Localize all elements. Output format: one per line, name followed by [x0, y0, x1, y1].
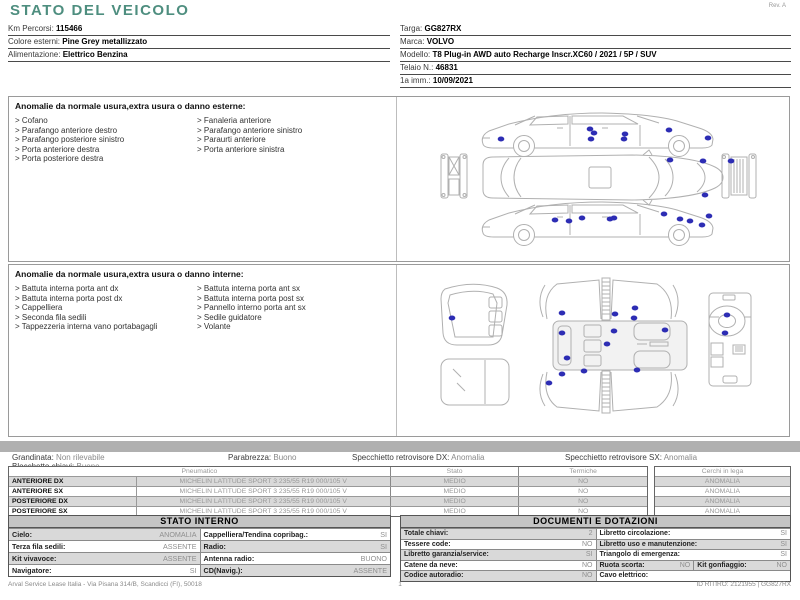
- page-title: STATO DEL VEICOLO: [10, 2, 190, 19]
- info-row-telaio: [400, 62, 791, 75]
- field-libretto-uso: Libretto uso e manutenzione: SI: [596, 540, 791, 550]
- table-row: [401, 549, 790, 560]
- field-codice-autoradio: Codice autoradio: NO: [401, 571, 596, 581]
- info-value: T8 Plug-in AWD auto Recharge Inscr.XC60 / 2021 / 5P / SUV: [432, 50, 657, 59]
- footer-id-ritiro: ID RITIRO: 2121955 | GG827RX: [696, 581, 791, 588]
- col-header-termiche: Termiche: [518, 467, 647, 476]
- car-top-view: [483, 150, 723, 205]
- table-title: DOCUMENTI E DOTAZIONI: [401, 516, 790, 528]
- vehicle-info-left: [8, 23, 390, 62]
- info-value: GG827RX: [424, 24, 462, 33]
- anomaly-item: > Paraurti anteriore: [197, 135, 390, 145]
- table-row: [9, 552, 390, 564]
- cerchi-value: ANOMALIA: [655, 506, 790, 516]
- field-radio: Radio: SI: [200, 541, 391, 552]
- table-row: [9, 528, 390, 540]
- field-libretto-circolazione: Libretto circolazione: SI: [596, 529, 791, 539]
- trunk-closed-view: [441, 359, 509, 405]
- info-row-targa: [400, 23, 791, 36]
- anomaly-item: > Parafango anteriore sinistro: [197, 126, 390, 136]
- info-label: Km Percorsi:: [8, 24, 54, 33]
- field-libretto-garanzia: Libretto garanzia/service: SI: [401, 550, 596, 560]
- field-ruota-scorta: Ruota scorta: NO: [599, 561, 691, 569]
- exterior-car-diagram: [397, 97, 789, 261]
- page-footer: [0, 581, 800, 595]
- anomaly-item: > Fanaleria anteriore: [197, 116, 390, 126]
- field-kit-vivavoce: Kit vivavoce: ASSENTE: [9, 553, 200, 564]
- interior-anomalies-list: [9, 265, 397, 436]
- tire-table: [8, 466, 648, 517]
- field-navigatore: Navigatore: SI: [12, 566, 197, 575]
- tire-row: ANTERIORE SX MICHELIN LATITUDE SPORT 3 235/55 R19 000/105 V MEDIO NO: [9, 486, 647, 496]
- col-header-stato: Stato: [390, 467, 519, 476]
- anomaly-item: > Parafango anteriore destro: [15, 126, 197, 136]
- exterior-diagram-panel: [397, 97, 789, 261]
- documenti-table: [400, 515, 791, 582]
- cerchi-table: [654, 466, 791, 517]
- anomaly-item: > Porta posteriore destra: [15, 154, 197, 164]
- table-row: [401, 560, 790, 571]
- footer-company: Arval Service Lease Italia - Via Pisana 314/B, Scandicci (FI), 50018: [8, 581, 202, 588]
- anomaly-item: > Sedile guidatore: [197, 313, 390, 323]
- info-value: 10/09/2021: [432, 76, 473, 85]
- info-label: Colore esterni:: [8, 37, 61, 46]
- interior-car-diagram: [397, 265, 789, 436]
- table-row: [9, 540, 390, 552]
- field-terza-fila: Terza fila sedili: ASSENTE: [12, 542, 197, 551]
- info-row-modello: [400, 49, 791, 62]
- anomaly-item: > Battuta interna porta ant sx: [197, 284, 390, 294]
- cerchi-value: ANOMALIA: [655, 496, 790, 506]
- table-row: [401, 570, 790, 581]
- field-cd-navig: CD(Navig.): ASSENTE: [200, 565, 391, 576]
- tire-table-header: [9, 467, 647, 476]
- info-label: Telaio N.:: [400, 63, 434, 72]
- info-label: Alimentazione:: [8, 50, 61, 59]
- field-antenna-radio: Antenna radio: BUONO: [200, 553, 391, 564]
- car-side-view: [482, 113, 713, 157]
- anomaly-item: > Cofano: [15, 116, 197, 126]
- info-row-alimentazione: [8, 49, 390, 62]
- info-value: 46831: [435, 63, 458, 72]
- info-row-marca: [400, 36, 791, 49]
- info-row-prima-imm: [400, 75, 791, 88]
- car-front-view: [441, 154, 467, 198]
- tire-row: POSTERIORE SX MICHELIN LATITUDE SPORT 3 235/55 R19 000/105 V MEDIO NO: [9, 506, 647, 516]
- cerchi-value: ANOMALIA: [655, 476, 790, 486]
- field-triangolo: Triangolo di emergenza: SI: [596, 550, 791, 560]
- table-row: [401, 528, 790, 539]
- summary-specchietto-sx: Specchietto retrovisore SX: Anomalia: [565, 453, 698, 462]
- anomaly-item: > Porta anteriore destra: [15, 145, 197, 155]
- table-row: [401, 539, 790, 550]
- tire-row: POSTERIORE DX MICHELIN LATITUDE SPORT 3 235/55 R19 000/105 V MEDIO NO: [9, 496, 647, 506]
- info-value: 115466: [56, 24, 83, 33]
- car-rear-view: [722, 154, 756, 198]
- col-header-pneumatico: Pneumatico: [181, 468, 218, 475]
- field-cappelliera: Cappelliera/Tendina copribag.: SI: [200, 529, 391, 540]
- trunk-open-view: [441, 284, 507, 345]
- cabin-view: [540, 278, 687, 413]
- anomaly-item: > Seconda fila sedili: [15, 313, 197, 323]
- cerchi-value: ANOMALIA: [655, 486, 790, 496]
- info-label: Marca:: [400, 37, 425, 46]
- tire-row: ANTERIORE DX MICHELIN LATITUDE SPORT 3 235/55 R19 000/105 V MEDIO NO: [9, 476, 647, 486]
- field-cielo: Cielo: ANOMALIA: [9, 529, 200, 540]
- info-value: Pine Grey metallizzato: [62, 37, 148, 46]
- field-ruota-kit: [596, 561, 791, 571]
- anomaly-item: > Parafango posteriore sinistro: [15, 135, 197, 145]
- info-row-km: [8, 23, 390, 36]
- interior-anomalies-section: [8, 264, 790, 437]
- anomaly-item: > Volante: [197, 322, 390, 332]
- summary-specchietto-dx: Specchietto retrovisore DX: Anomalia: [352, 453, 485, 462]
- dashboard-view: [709, 293, 751, 386]
- exterior-anomalies-section: [8, 96, 790, 262]
- vehicle-info-right: [400, 23, 791, 88]
- footer-page-number: 1: [398, 581, 402, 588]
- exterior-anomalies-list: [9, 97, 397, 261]
- section-title: Anomalie da normale usura,extra usura o danno interne:: [15, 269, 244, 279]
- anomaly-item: > Cappelliera: [15, 303, 197, 313]
- separator-bar: [0, 441, 800, 452]
- info-value: Elettrico Benzina: [62, 50, 128, 59]
- info-label: 1a imm.:: [400, 76, 431, 85]
- anomaly-item: > Battuta interna porta ant dx: [15, 284, 197, 294]
- anomaly-item: > Battuta interna porta post dx: [15, 294, 197, 304]
- anomaly-item: > Battuta interna porta post sx: [197, 294, 390, 304]
- field-cavo-elettrico: Cavo elettrico:: [596, 571, 791, 581]
- section-title: Anomalie da normale usura,extra usura o danno esterne:: [15, 101, 246, 111]
- anomaly-item: > Pannello interno porta ant sx: [197, 303, 390, 313]
- field-kit-gonfiaggio: Kit gonfiaggio: NO: [693, 561, 790, 571]
- summary-grandinata: Grandinata: Non rilevabile: [12, 453, 105, 462]
- info-value: VOLVO: [426, 37, 455, 46]
- field-totale-chiavi: Totale chiavi: 2: [401, 529, 596, 539]
- col-header-cerchi: Cerchi in lega: [701, 468, 744, 475]
- info-label: Modello:: [400, 50, 431, 59]
- interior-diagram-panel: [397, 265, 789, 436]
- summary-parabrezza: Parabrezza: Buono: [228, 453, 297, 462]
- revision-label: Rev. A: [768, 3, 786, 9]
- anomaly-item: > Porta anteriore sinistra: [197, 145, 390, 155]
- field-tessere-code: Tessere code: NO: [404, 540, 593, 548]
- field-catene-neve: Catene da neve: NO: [404, 561, 593, 569]
- info-row-colore: [8, 36, 390, 49]
- info-label: Targa:: [400, 24, 423, 33]
- anomaly-item: > Tappezzeria interna vano portabagagli: [15, 322, 197, 332]
- table-title: STATO INTERNO: [9, 516, 390, 528]
- stato-interno-table: [8, 515, 391, 577]
- table-row: [9, 564, 390, 576]
